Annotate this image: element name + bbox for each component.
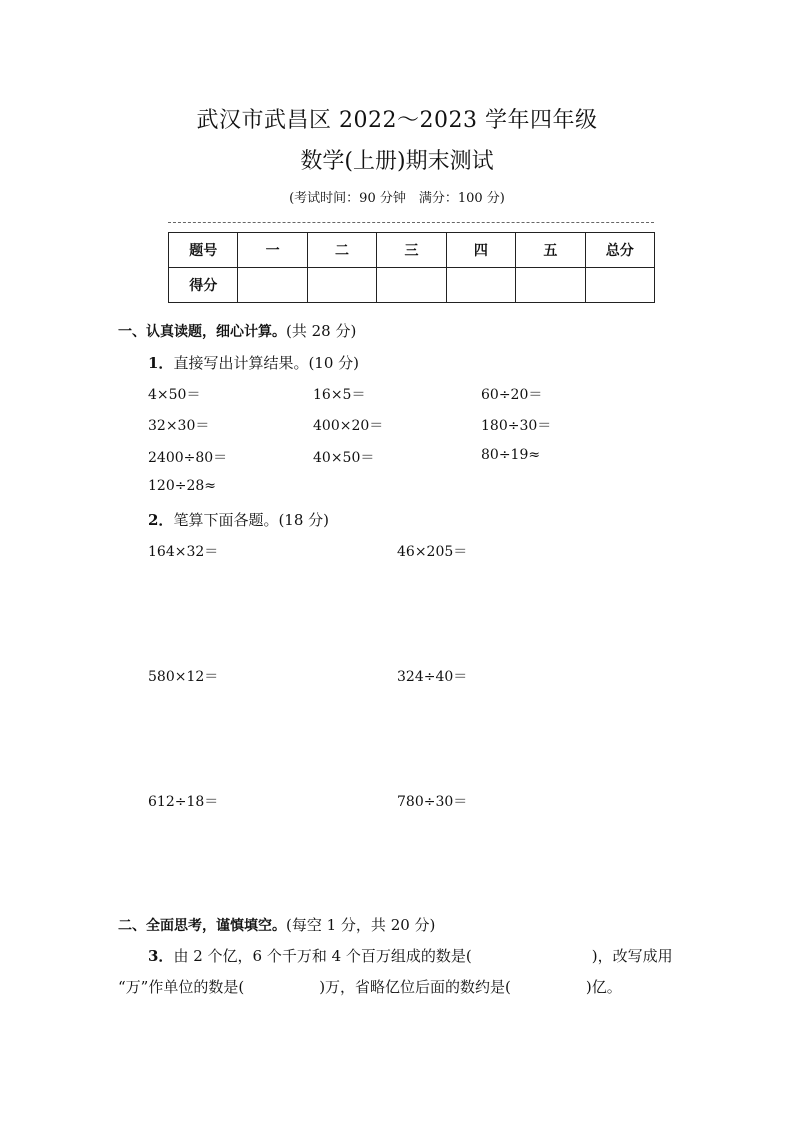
question-3-text-line-1: 由 2 个亿，6 个千万和 4 个百万组成的数是( )，改写成用 <box>173 947 673 965</box>
score-cell[interactable] <box>238 268 307 303</box>
section-2-points: (每空 1 分，共 20 分) <box>286 916 436 934</box>
question-1 <box>148 352 359 373</box>
score-header-cell: 四 <box>446 233 515 268</box>
section-1-points: (共 28 分) <box>286 322 357 340</box>
section-1-heading <box>118 320 356 341</box>
exam-time-info: (考试时间：90 分钟 满分：100 分) <box>289 191 505 206</box>
score-header-cell: 五 <box>516 233 585 268</box>
section-2-heading <box>118 914 435 935</box>
written-calc-item: 324÷40＝ <box>397 669 468 685</box>
score-header-cell: 三 <box>377 233 446 268</box>
exam-subtitle-title: 数学(上册)期末测试 <box>300 149 494 174</box>
written-calc-item: 164×32＝ <box>148 544 219 560</box>
calc-item: 180÷30＝ <box>481 418 552 434</box>
question-3-line-1 <box>148 945 673 966</box>
score-header-cell: 题号 <box>169 233 238 268</box>
score-cell[interactable] <box>377 268 446 303</box>
score-table-score-row <box>169 268 655 303</box>
written-calc-item: 780÷30＝ <box>397 794 468 810</box>
score-cell[interactable] <box>307 268 376 303</box>
score-header-cell: 总分 <box>585 233 654 268</box>
score-header-cell: 二 <box>307 233 376 268</box>
exam-title: 武汉市武昌区 2022～2023 学年四年级 <box>196 108 598 133</box>
calc-item: 16×5＝ <box>313 387 366 403</box>
calc-item: 2400÷80＝ <box>148 450 228 466</box>
score-header-cell: 一 <box>238 233 307 268</box>
calc-item: 32×30＝ <box>148 418 210 434</box>
score-cell[interactable] <box>446 268 515 303</box>
question-1-number: 1． <box>148 354 174 372</box>
written-calc-item: 46×205＝ <box>397 544 468 560</box>
question-2 <box>148 509 329 530</box>
written-calc-item: 612÷18＝ <box>148 794 219 810</box>
question-2-number: 2． <box>148 511 174 529</box>
section-2-title: 二、全面思考，谨慎填空。 <box>118 918 286 934</box>
calc-item: 4×50＝ <box>148 387 201 403</box>
question-3-number: 3． <box>148 947 174 965</box>
score-cell[interactable] <box>516 268 585 303</box>
score-cell[interactable] <box>585 268 654 303</box>
section-1-title: 一、认真读题，细心计算。 <box>118 324 286 340</box>
calc-item: 60÷20＝ <box>481 387 543 403</box>
question-1-text: 直接写出计算结果。(10 分) <box>173 354 359 372</box>
score-table <box>168 232 655 303</box>
calc-item: 40×50＝ <box>313 450 375 466</box>
question-2-text: 笔算下面各题。(18 分) <box>173 511 329 529</box>
score-row-label: 得分 <box>169 268 238 303</box>
written-calc-item: 580×12＝ <box>148 669 219 685</box>
question-3-text-line-2: “万”作单位的数是( )万，省略亿位后面的数约是( )亿。 <box>118 978 622 996</box>
calc-item: 120÷28≈ <box>148 478 216 494</box>
score-table-header-row <box>169 233 655 268</box>
dashed-divider <box>168 222 654 223</box>
calc-item: 400×20＝ <box>313 418 384 434</box>
calc-item: 80÷19≈ <box>481 447 541 463</box>
